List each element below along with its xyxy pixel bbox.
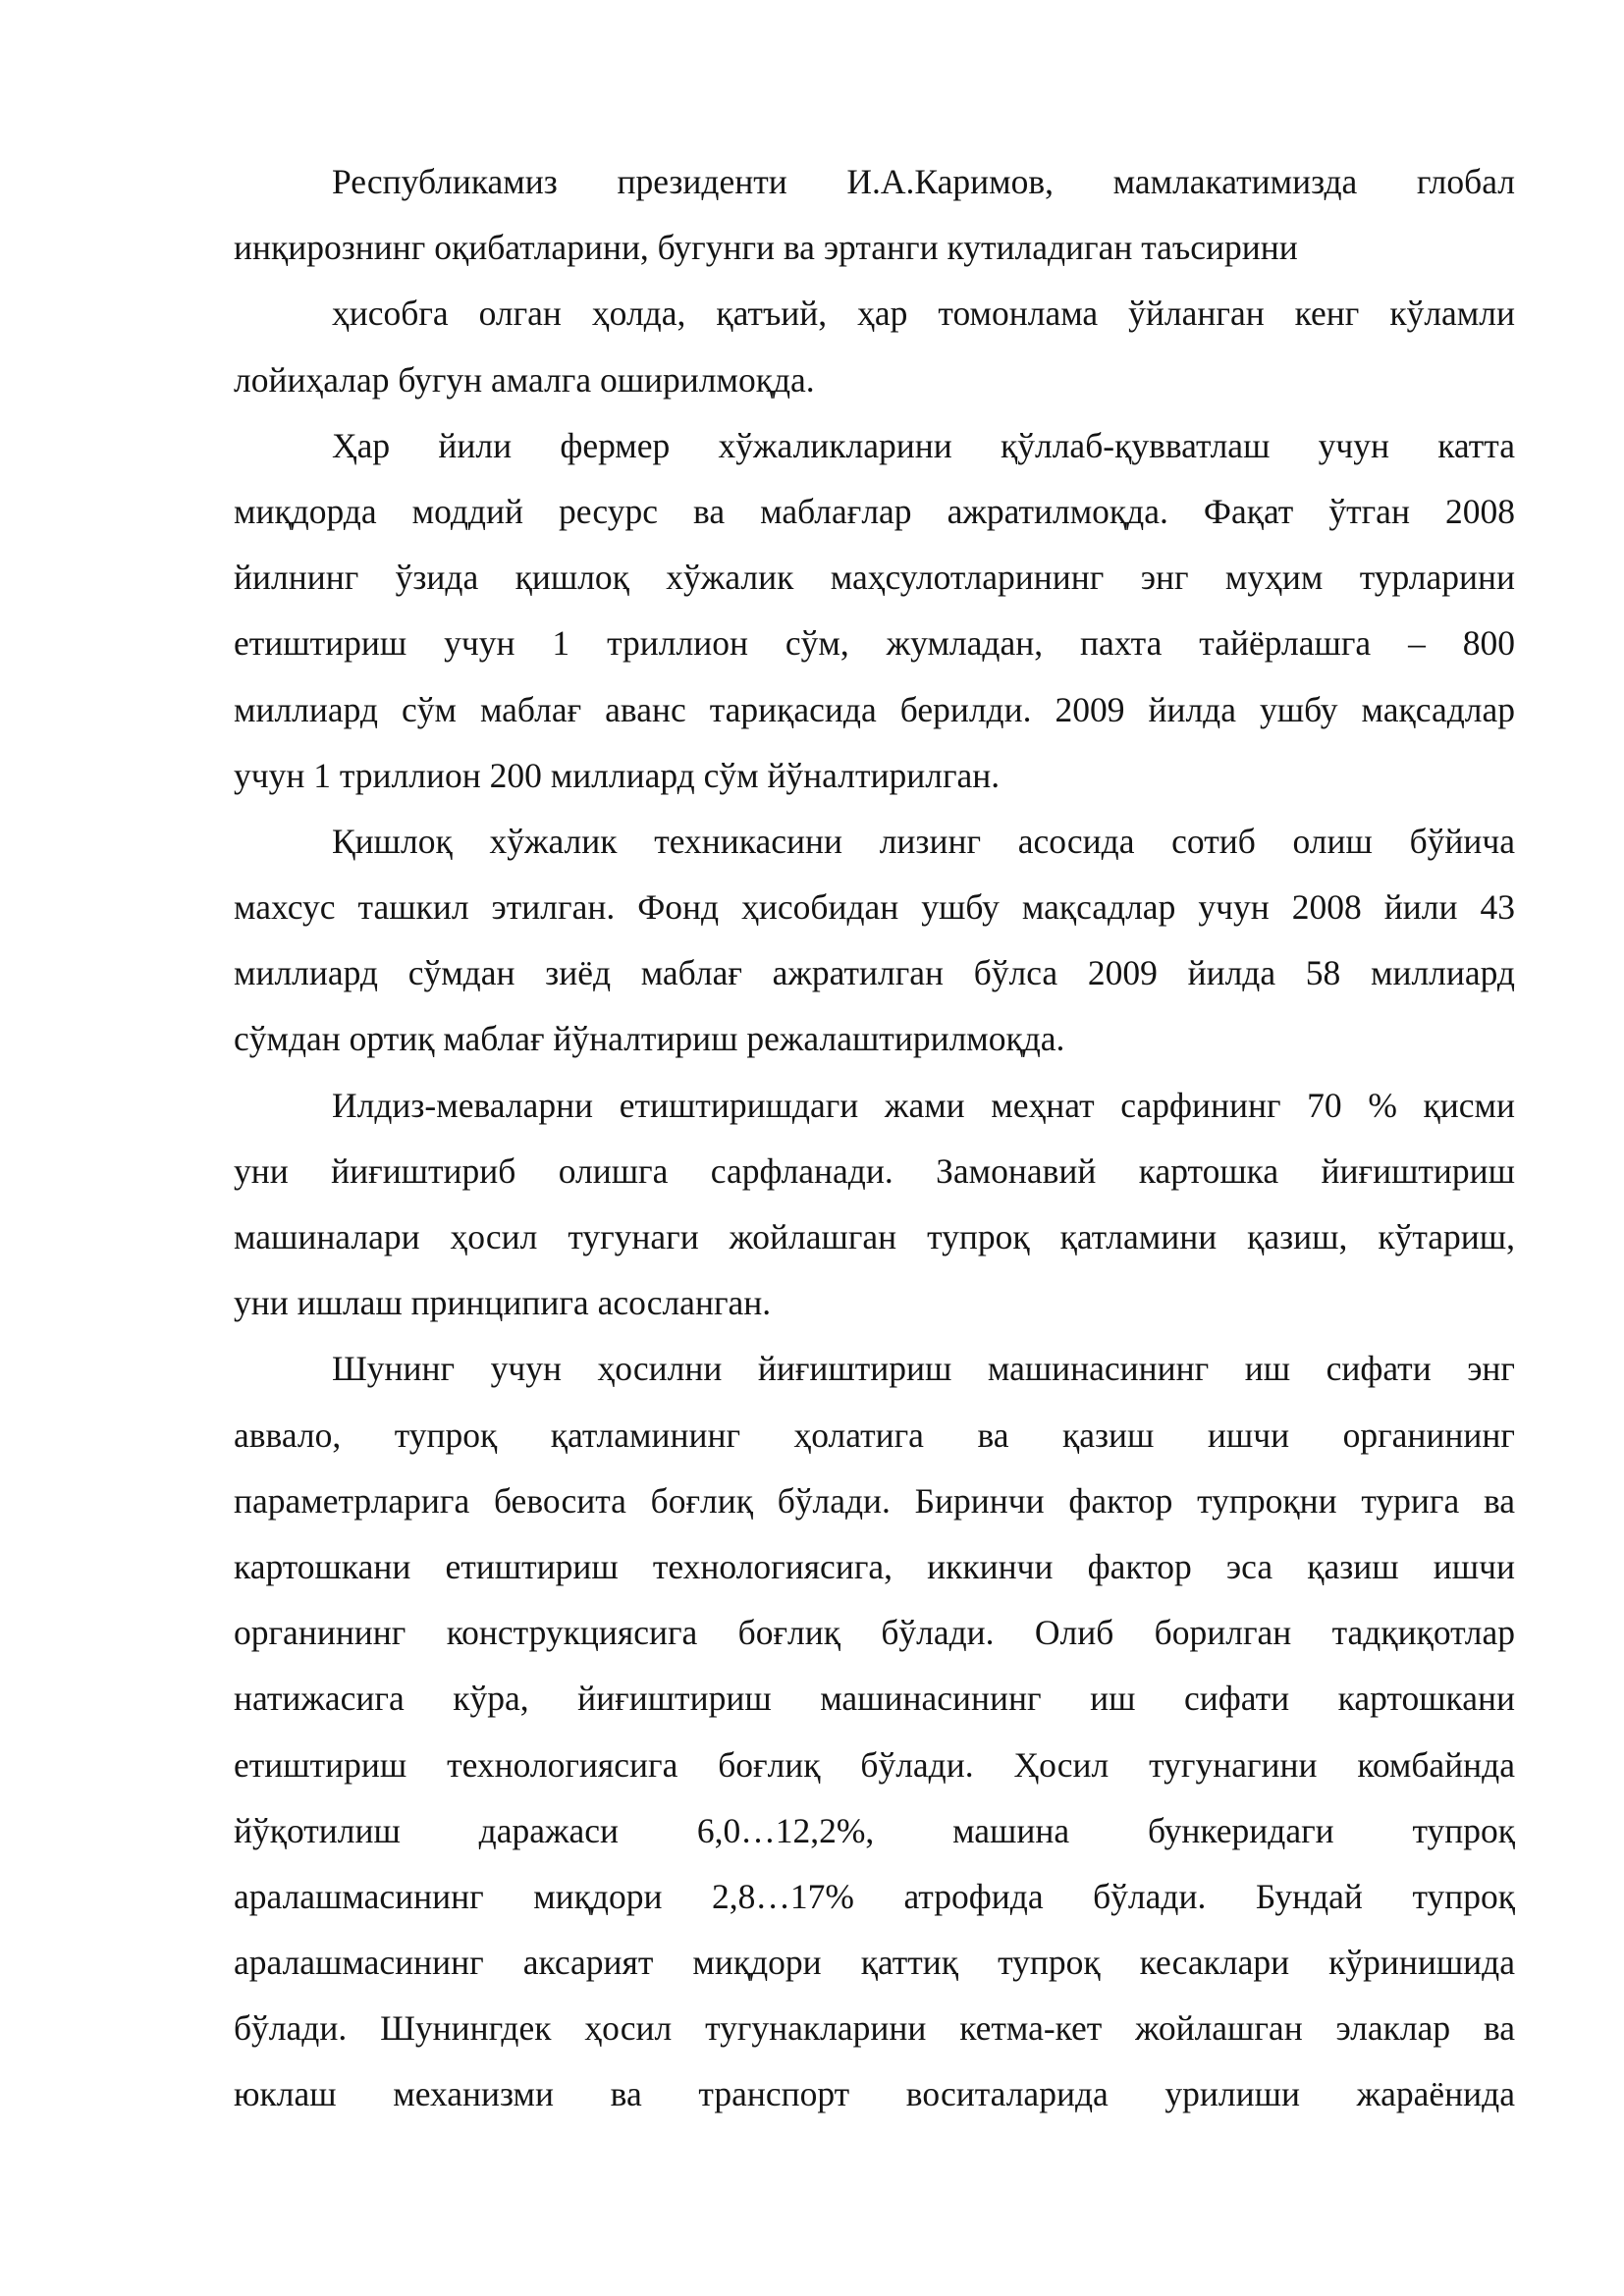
text-line: аралашмасининг миқдори 2,8…17% атрофида бўлади. Бундай тупроқ <box>234 1876 1515 1916</box>
text-line: учун 1 триллион 200 миллиард сўм йўналтирилган. <box>234 755 1001 795</box>
text-line: Шунинг учун ҳосилни йиғиштириш машинасининг иш сифати энг <box>332 1349 1515 1389</box>
text-line: Илдиз-меваларни етиштиришдаги жами меҳнат сарфининг 70 % қисми <box>332 1085 1515 1125</box>
text-line: ҳисобга олган ҳолда, қатъий, ҳар томонлама ўйланган кенг кўламли <box>332 294 1515 334</box>
text-line: сўмдан ортиқ маблағ йўналтириш режалаштирилмоқда. <box>234 1019 1065 1059</box>
text-line: миллиард сўмдан зиёд маблағ ажратилган бўлса 2009 йилда 58 миллиард <box>234 953 1515 993</box>
text-line: натижасига кўра, йиғиштириш машинасининг иш сифати картошкани <box>234 1679 1515 1719</box>
text-line: етиштириш технологиясига боғлиқ бўлади. Ҳосил тугунагини комбайнда <box>234 1744 1515 1785</box>
text-line: органининг конструкциясига боғлиқ бўлади. Олиб борилган тадқиқотлар <box>234 1613 1515 1653</box>
document-body <box>234 149 1515 2128</box>
text-line: аралашмасининг аксарият миқдори қаттиқ тупроқ кесаклари кўринишида <box>234 1943 1515 1983</box>
text-line: Республикамиз президенти И.А.Каримов, мамлакатимизда глобал <box>332 162 1515 201</box>
text-line: Қишлоқ хўжалик техникасини лизинг асосида сотиб олиш бўйича <box>332 821 1515 861</box>
text-line: миллиард сўм маблағ аванс тариқасида берилди. 2009 йилда ушбу мақсадлар <box>234 689 1515 729</box>
text-line: аввало, тупроқ қатламининг ҳолатига ва қазиш ишчи органининг <box>234 1415 1515 1455</box>
text-line: миқдорда моддий ресурс ва маблағлар ажратилмоқда. Фақат ўтган 2008 <box>234 491 1515 531</box>
text-line: параметрларига бевосита боғлиқ бўлади. Биринчи фактор тупроқни турига ва <box>234 1480 1515 1521</box>
text-line: етиштириш учун 1 триллион сўм, жумладан, пахта тайёрлашга – 800 <box>234 623 1515 664</box>
text-line: машиналари ҳосил тугунаги жойлашган тупроқ қатламини қазиш, кўтариш, <box>234 1217 1515 1256</box>
text-line: Ҳар йили фермер хўжаликларини қўллаб-қувватлаш учун катта <box>332 425 1515 465</box>
text-line: уни йиғиштириб олишга сарфланади. Замонавий картошка йиғиштириш <box>234 1150 1515 1191</box>
text-line: инқирознинг оқибатларини, бугунги ва эртанги кутиладиган таъсирини <box>234 228 1298 268</box>
text-line: йўқотилиш даражаси 6,0…12,2%, машина бункеридаги тупроқ <box>234 1810 1515 1850</box>
text-line: йилнинг ўзида қишлоқ хўжалик маҳсулотларининг энг муҳим турларини <box>234 558 1515 598</box>
text-line: бўлади. Шунингдек ҳосил тугунакларини кетма-кет жойлашган элаклар ва <box>234 2008 1515 2049</box>
text-line: картошкани етиштириш технологиясига, иккинчи фактор эса қазиш ишчи <box>234 1546 1515 1586</box>
text-line: лойиҳалар бугун амалга оширилмоқда. <box>234 359 815 400</box>
text-line: махсус ташкил этилган. Фонд ҳисобидан ушбу мақсадлар учун 2008 йили 43 <box>234 887 1515 928</box>
text-line: юклаш механизми ва транспорт воситаларида урилиши жараёнида <box>234 2074 1515 2114</box>
text-line: уни ишлаш принципига асосланган. <box>234 1283 772 1323</box>
